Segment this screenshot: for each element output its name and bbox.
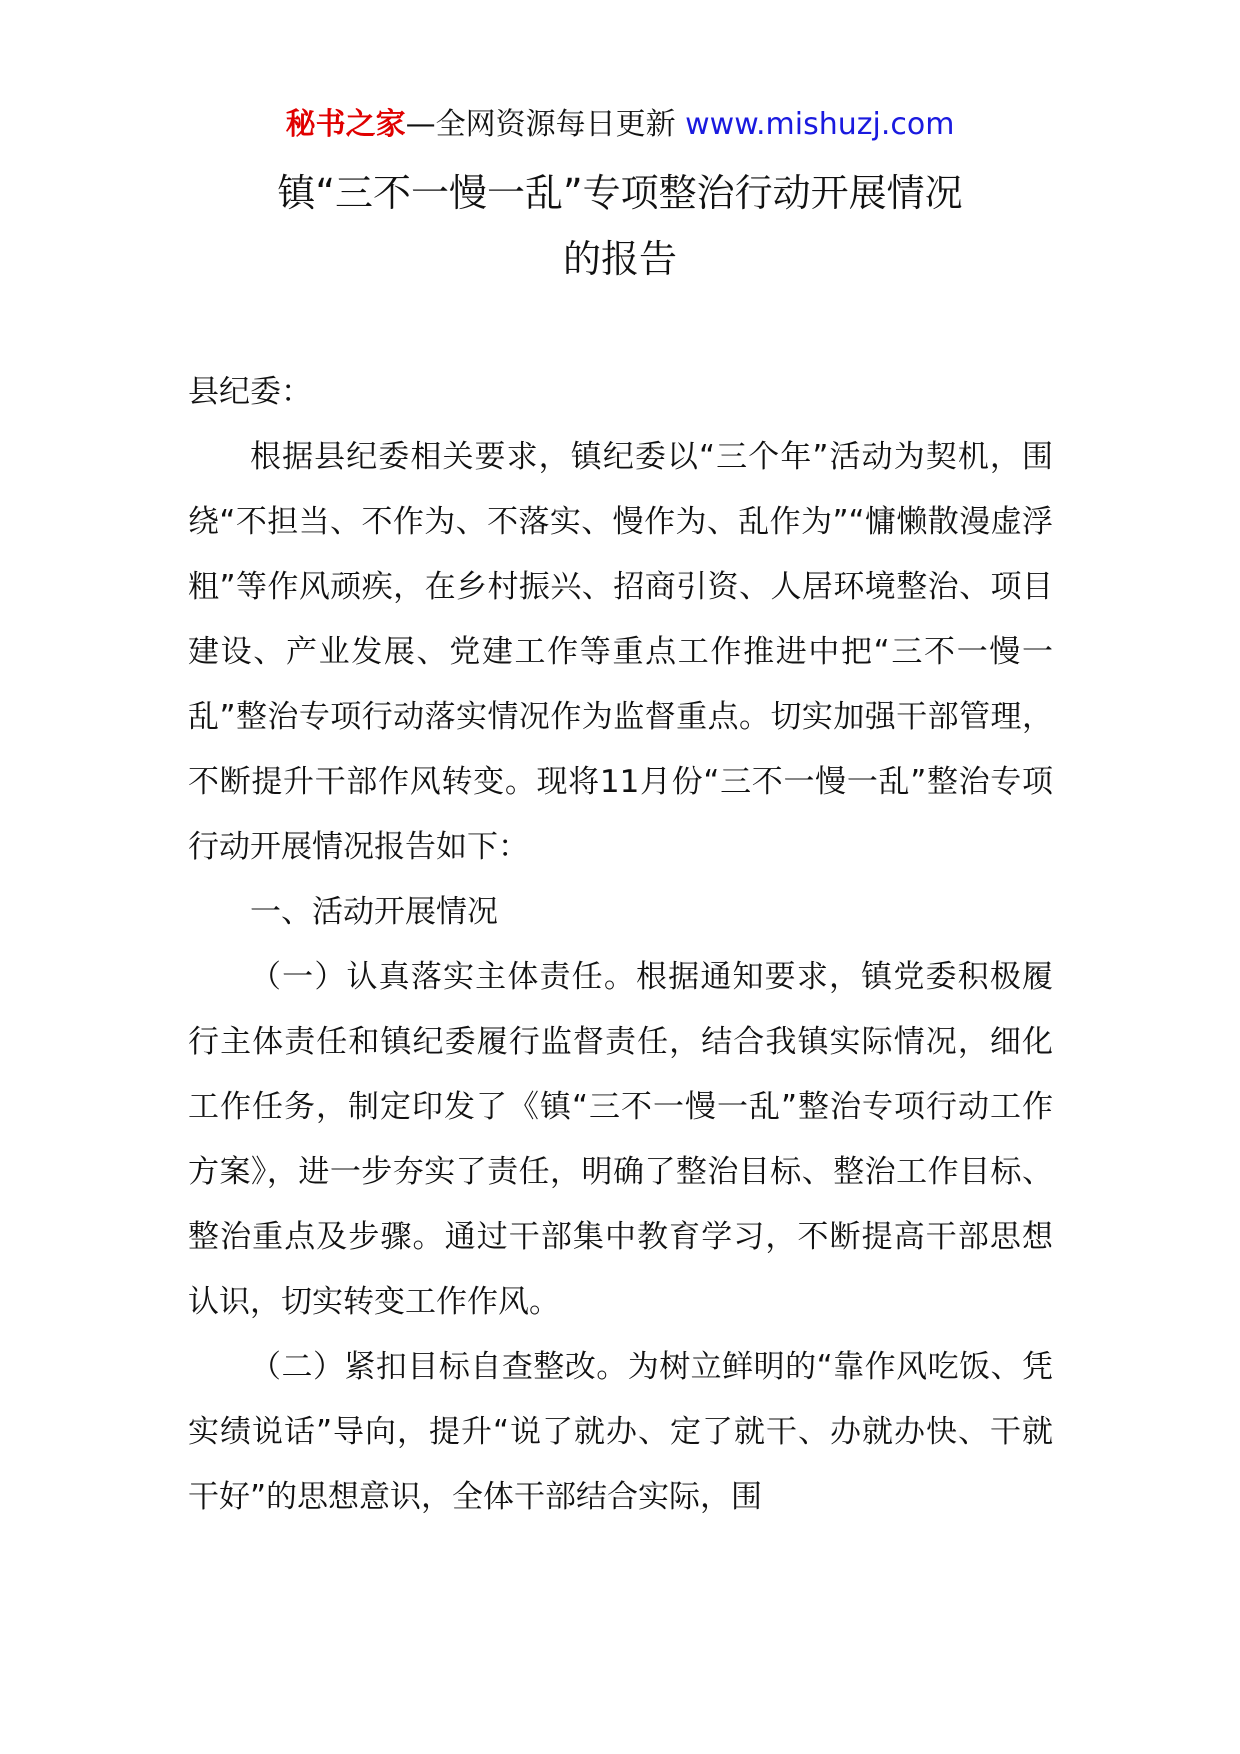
header-slogan: —全网资源每日更新 (405, 107, 676, 142)
document-title-line2: 的报告 (562, 237, 677, 281)
brand-name: 秘书之家 (285, 107, 406, 142)
salutation: 县纪委： (188, 374, 312, 410)
document-title-line1: 镇“三不一慢一乱”专项整治行动开展情况 (277, 171, 963, 215)
section-heading-1: 一、活动开展情况 (250, 894, 498, 930)
paragraph-intro: 根据县纪委相关要求，镇纪委以“三个年”活动为契机，围绕“不担当、不作为、不落实、慢作为、乱作为”“慵懒散漫虚浮粗”等作风顽疾，在乡村振兴、招商引资、人居环境整治、项目建设、产业发展、党建工作等重点工作推进中把“三不一慢一乱”整治专项行动落实情况作为监督重点。切实加强干部管理，不断提升干部作风转变。现将11月份“三不一慢一乱”整治专项行动开展情况报告如下： (188, 439, 1053, 865)
site-url-link[interactable]: www.mishuzj.com (685, 107, 955, 142)
site-header (0, 100, 1240, 150)
paragraph-self-inspection: （二）紧扣目标自查整改。为树立鲜明的“靠作风吃饭、凭实绩说话”导向，提升“说了就办、定了就干、办就办快、干就干好”的思想意识，全体干部结合实际，围 (188, 1349, 1053, 1515)
paragraph-responsibility: （一）认真落实主体责任。根据通知要求，镇党委积极履行主体责任和镇纪委履行监督责任，结合我镇实际情况，细化工作任务，制定印发了《镇“三不一慢一乱”整治专项行动工作方案》，进一步夯实了责任，明确了整治目标、整治工作目标、整治重点及步骤。通过干部集中教育学习，不断提高干部思想认识，切实转变工作作风。 (188, 959, 1053, 1320)
document-body (188, 360, 1053, 1530)
